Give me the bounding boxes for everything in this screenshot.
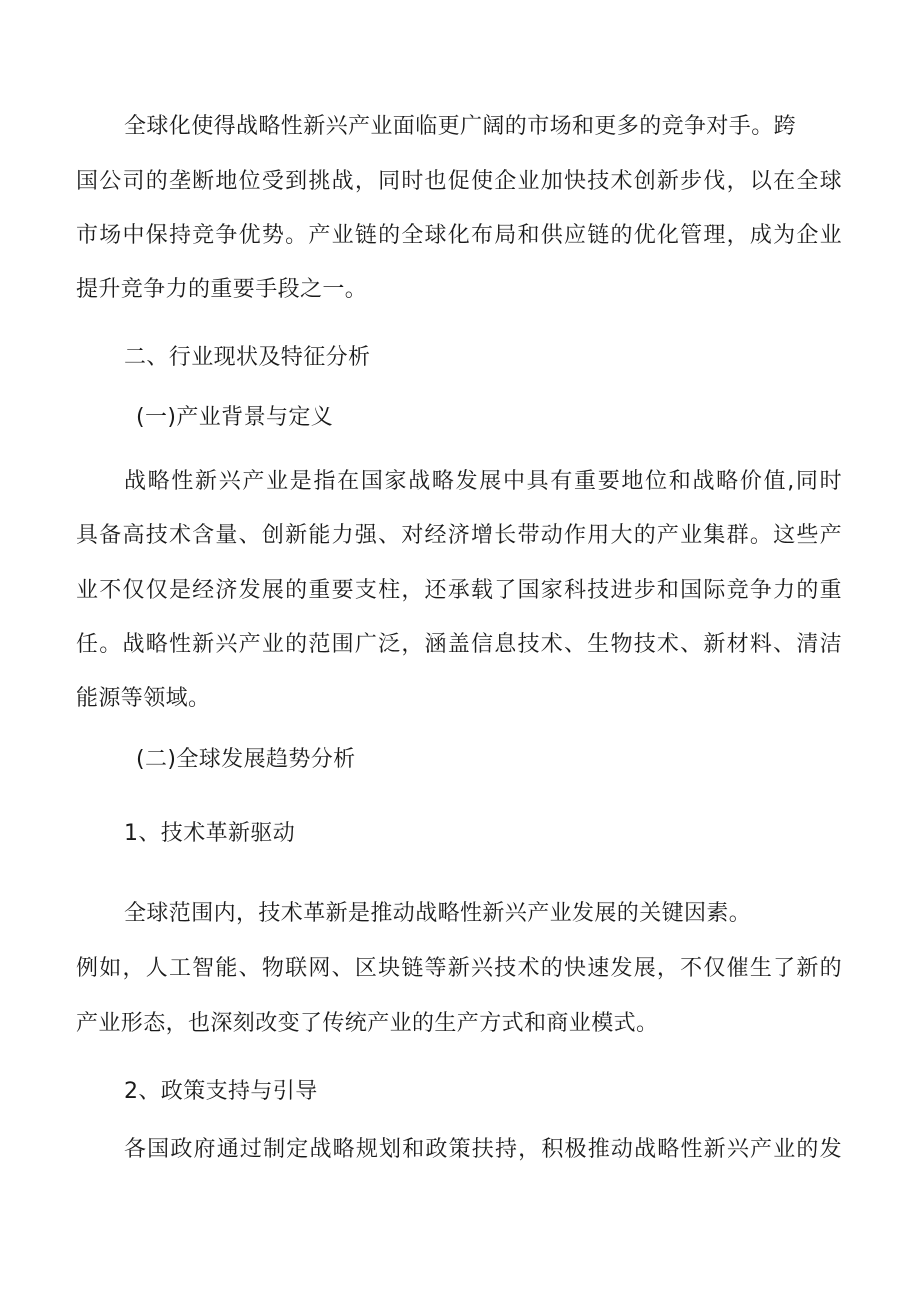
- paragraph-1-line-4: 提升竞争力的重要手段之一。: [76, 277, 368, 302]
- paragraph-2-line-2: 具备高技术含量、创新能力强、对经济增长带动作用大的产业集群。这些产: [76, 523, 842, 548]
- item-heading-2: 2、政策支持与引导: [124, 1079, 318, 1104]
- paragraph-2-line-5: 能源等领域。: [76, 686, 211, 711]
- paragraph-2-line-1: 战略性新兴产业是指在国家战略发展中具有重要地位和战略价值,同时: [124, 469, 842, 494]
- paragraph-4-line-1: 各国政府通过制定战略规划和政策扶持，积极推动战略性新兴产业的发: [124, 1137, 842, 1162]
- item-heading-1: 1、技术革新驱动: [124, 821, 296, 846]
- paragraph-3-line-3: 产业形态，也深刻改变了传统产业的生产方式和商业模式。: [76, 1011, 659, 1036]
- paragraph-2-line-4: 任。战略性新兴产业的范围广泛，涵盖信息技术、生物技术、新材料、清洁: [76, 632, 842, 657]
- paragraph-1-line-3: 市场中保持竞争优势。产业链的全球化布局和供应链的优化管理，成为企业: [76, 223, 842, 248]
- paragraph-1-line-2: 国公司的垄断地位受到挑战，同时也促使企业加快技术创新步伐，以在全球: [76, 169, 842, 194]
- subsection-heading-2: (二)全球发展趋势分析: [136, 747, 356, 772]
- paragraph-3-line-2: 例如，人工智能、物联网、区块链等新兴技术的快速发展，不仅催生了新的: [76, 956, 842, 981]
- paragraph-2-line-3: 业不仅仅是经济发展的重要支柱，还承载了国家科技进步和国际竞争力的重: [76, 578, 842, 603]
- subsection-heading-1: (一)产业背景与定义: [136, 405, 334, 430]
- section-heading: 二、行业现状及特征分析: [124, 345, 371, 370]
- paragraph-1-line-1: 全球化使得战略性新兴产业面临更广阔的市场和更多的竞争对手。跨: [124, 114, 797, 139]
- paragraph-3-line-1: 全球范围内，技术革新是推动战略性新兴产业发展的关键因素。: [124, 901, 752, 926]
